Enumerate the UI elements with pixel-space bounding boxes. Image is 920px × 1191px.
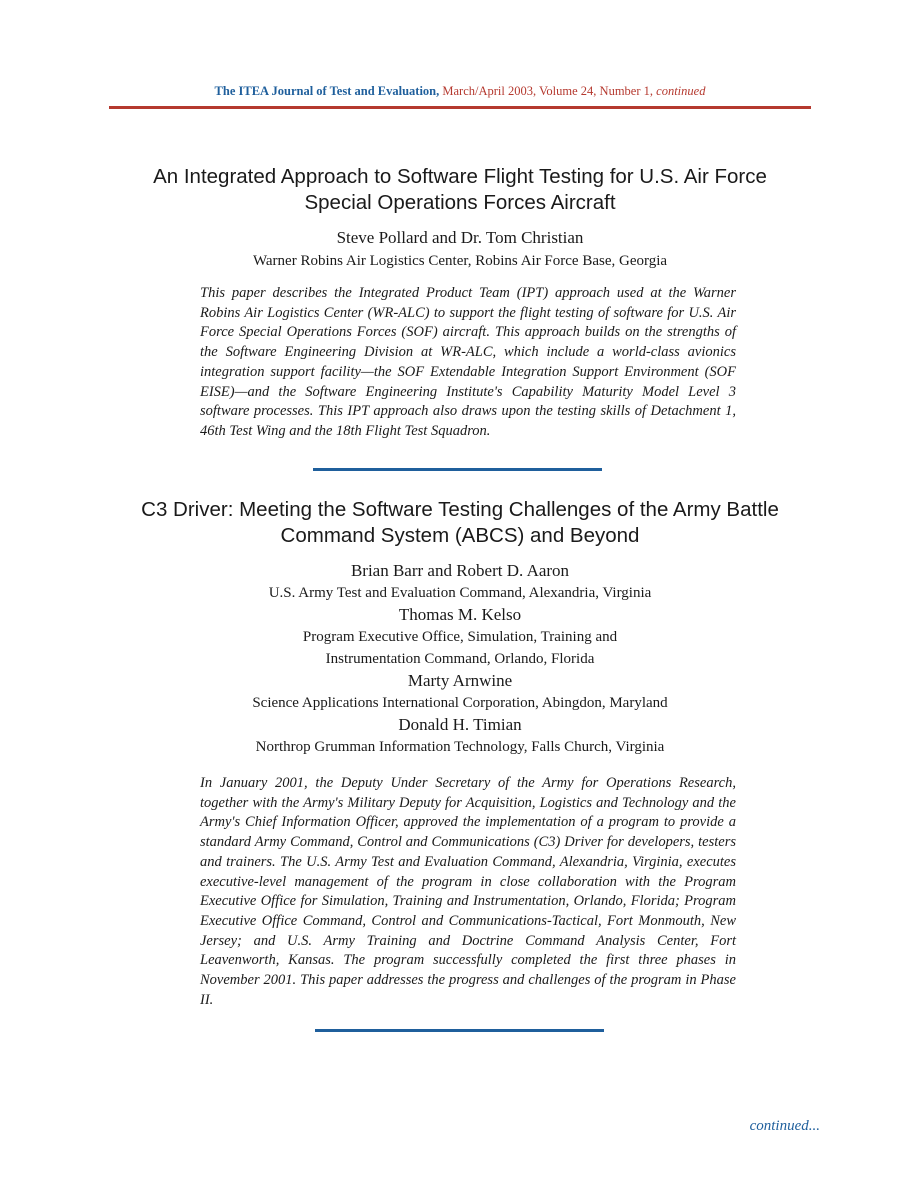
article2-affil2-line1: Program Executive Office, Simulation, Training and (302, 629, 618, 645)
article2-affil4: Northrop Grumman Information Technology, Falls Church, Virginia (255, 739, 665, 755)
header-continued: continued (656, 84, 706, 98)
article2-author1: Brian Barr and Robert D. Aaron (350, 561, 570, 580)
article1-title-line1: An Integrated Approach to Software Flight Testing for U.S. Air Force (153, 165, 767, 188)
article2 (0, 497, 920, 758)
journal-name: The ITEA Journal of Test and Evaluation, (214, 84, 440, 98)
article2-author3: Marty Arnwine (407, 671, 513, 690)
article1-title (0, 164, 920, 216)
article2-divider (315, 1029, 604, 1032)
article2-title-line1: C3 Driver: Meeting the Software Testing Challenges of the Army Battle (141, 498, 779, 521)
article2-title-line2: Command System (ABCS) and Beyond (280, 524, 640, 547)
article1-divider (313, 468, 602, 471)
article2-affil3: Science Applications International Corporation, Abingdon, Maryland (252, 695, 668, 711)
article1 (0, 164, 920, 272)
article1-affiliation: Warner Robins Air Logistics Center, Robins Air Force Base, Georgia (252, 253, 668, 269)
article2-author4: Donald H. Timian (398, 715, 522, 734)
article2-title (0, 497, 920, 549)
issue-info: March/April 2003, Volume 24, Number 1, (442, 84, 654, 98)
article1-authors: Steve Pollard and Dr. Tom Christian (336, 228, 584, 247)
header-rule (109, 106, 811, 109)
article2-affil1: U.S. Army Test and Evaluation Command, Alexandria, Virginia (268, 585, 652, 601)
article2-affil2-line2: Instrumentation Command, Orlando, Florida (325, 651, 595, 667)
article1-abstract: This paper describes the Integrated Product Team (IPT) approach used at the Warner Robins Air Logistics Center (WR-ALC) to support the flight testing of software for U.S. Air Force Special Operations Forces (SOF) aircraft. This approach builds on the strengths of the Software Engineering Division at WR-ALC, which include a world-class avionics integration support facility—the SOF Extendable Integration Support Environment (SOF EISE)—and the Software Engineering Institute's Capability Maturity Model Level 3 software processes. This IPT approach also draws upon the testing skills of Detachment 1, 46th Test Wing and the 18th Flight Test Squadron. (200, 285, 736, 439)
article2-abstract: In January 2001, the Deputy Under Secretary of the Army for Operations Research, together with the Army's Military Deputy for Acquisition, Logistics and Technology and the Army's Chief Information Officer, approved the implementation of a program to provide a standard Army Command, Control and Communications (C3) Driver for developers, testers and trainers. The U.S. Army Test and Evaluation Command, Alexandria, Virginia, executes executive-level management of the program in close collaboration with the Program Executive Office for Simulation, Training and Instrumentation, Orlando, Florida; Program Executive Office Command, Control and Communications-Tactical, Fort Monmouth, New Jersey; and U.S. Army Training and Doctrine Command Analysis Center, Fort Leavenworth, Kansas. The program successfully completed the first three phases in November 2001. This paper addresses the progress and challenges of the program in Phase II. (200, 775, 736, 1008)
continued-note: continued... (749, 1118, 820, 1134)
article1-title-line2: Special Operations Forces Aircraft (304, 191, 616, 214)
article2-author2: Thomas M. Kelso (398, 605, 522, 624)
journal-header (0, 84, 920, 99)
